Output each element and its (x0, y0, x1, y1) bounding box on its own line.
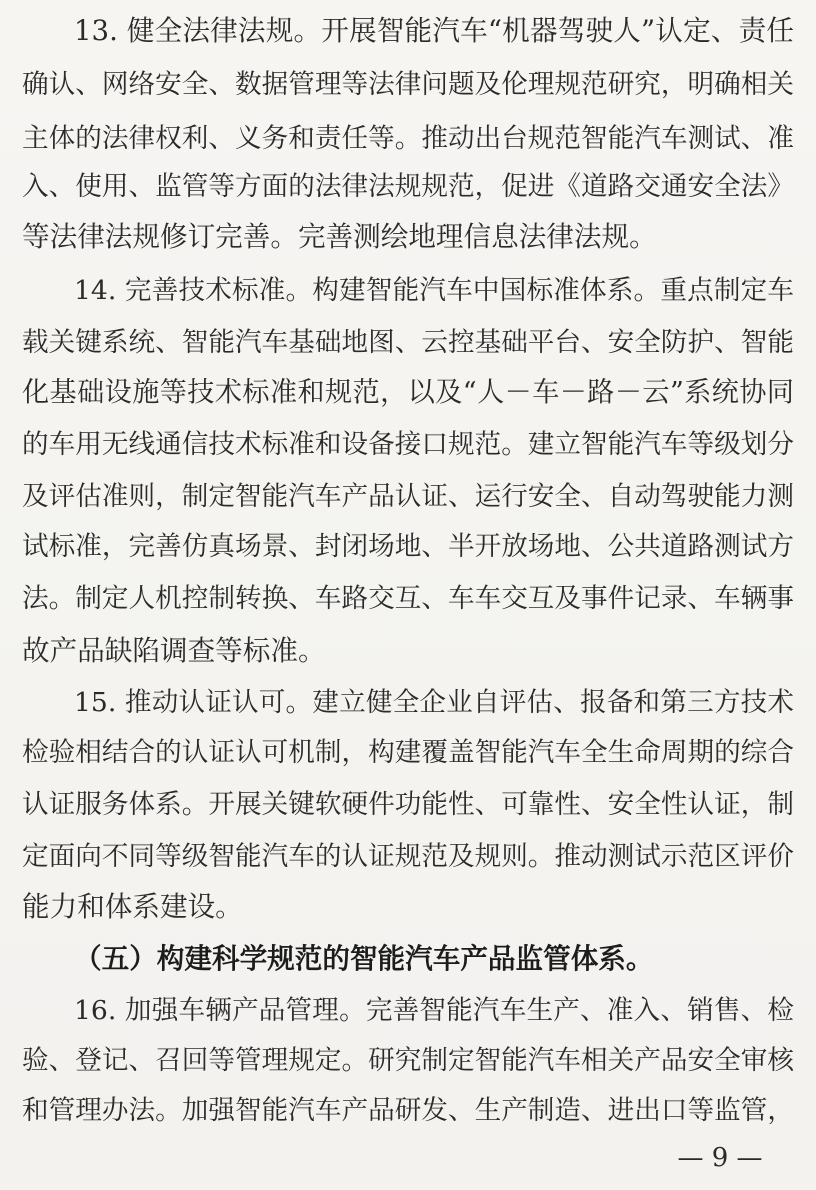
p16-line-2: 验、登记、召回等管理规定。研究制定智能汽车相关产品安全审核 (22, 1045, 794, 1076)
p14-line-3: 化基础设施等技术标准和规范，以及“人－车－路－云”系统协同 (22, 377, 794, 408)
p14-line-1: 14. 完善技术标准。构建智能汽车中国标准体系。重点制定车 (74, 275, 794, 306)
p15-line-4: 定面向不同等级智能汽车的认证规范及规则。推动测试示范区评价 (22, 841, 794, 872)
p14-line-7: 法。制定人机控制转换、车路交互、车车交互及事件记录、车辆事 (22, 583, 794, 614)
section-heading-5: （五）构建科学规范的智能汽车产品监管体系。 (74, 942, 654, 975)
p14-line-6: 试标准，完善仿真场景、封闭场地、半开放场地、公共道路测试方 (22, 531, 794, 562)
p15-line-1: 15. 推动认证认可。建立健全企业自评估、报备和第三方技术 (74, 687, 794, 718)
p13-line-1: 13. 健全法律法规。开展智能汽车“机器驾驶人”认定、责任 (74, 14, 794, 47)
p15-line-2: 检验相结合的认证认可机制，构建覆盖智能汽车全生命周期的综合 (22, 737, 794, 768)
p16-line-1: 16. 加强车辆产品管理。完善智能汽车生产、准入、销售、检 (74, 995, 794, 1026)
p14-line-4: 的车用无线通信技术标准和设备接口规范。建立智能汽车等级划分 (22, 429, 794, 460)
p14-line-5: 及评估准则，制定智能汽车产品认证、运行安全、自动驾驶能力测 (22, 481, 794, 512)
p13-line-4: 入、使用、监管等方面的法律法规规范，促进《道路交通安全法》 (22, 171, 794, 202)
p15-line-5: 能力和体系建设。 (22, 890, 243, 923)
p14-line-8: 故产品缺陷调查等标准。 (22, 634, 326, 667)
page-number: — 9 — (677, 1143, 763, 1173)
p13-line-2: 确认、网络安全、数据管理等法律问题及伦理规范研究，明确相关 (22, 69, 794, 100)
p13-line-3: 主体的法律权利、义务和责任等。推动出台规范智能汽车测试、准 (22, 123, 794, 154)
p16-line-3: 和管理办法。加强智能汽车产品研发、生产制造、进出口等监管， (22, 1095, 794, 1126)
p14-line-2: 载关键系统、智能汽车基础地图、云控基础平台、安全防护、智能 (22, 327, 794, 358)
p13-line-5: 等法律法规修订完善。完善测绘地理信息法律法规。 (22, 220, 657, 253)
p15-line-3: 认证服务体系。开展关键软硬件功能性、可靠性、安全性认证，制 (22, 789, 794, 820)
